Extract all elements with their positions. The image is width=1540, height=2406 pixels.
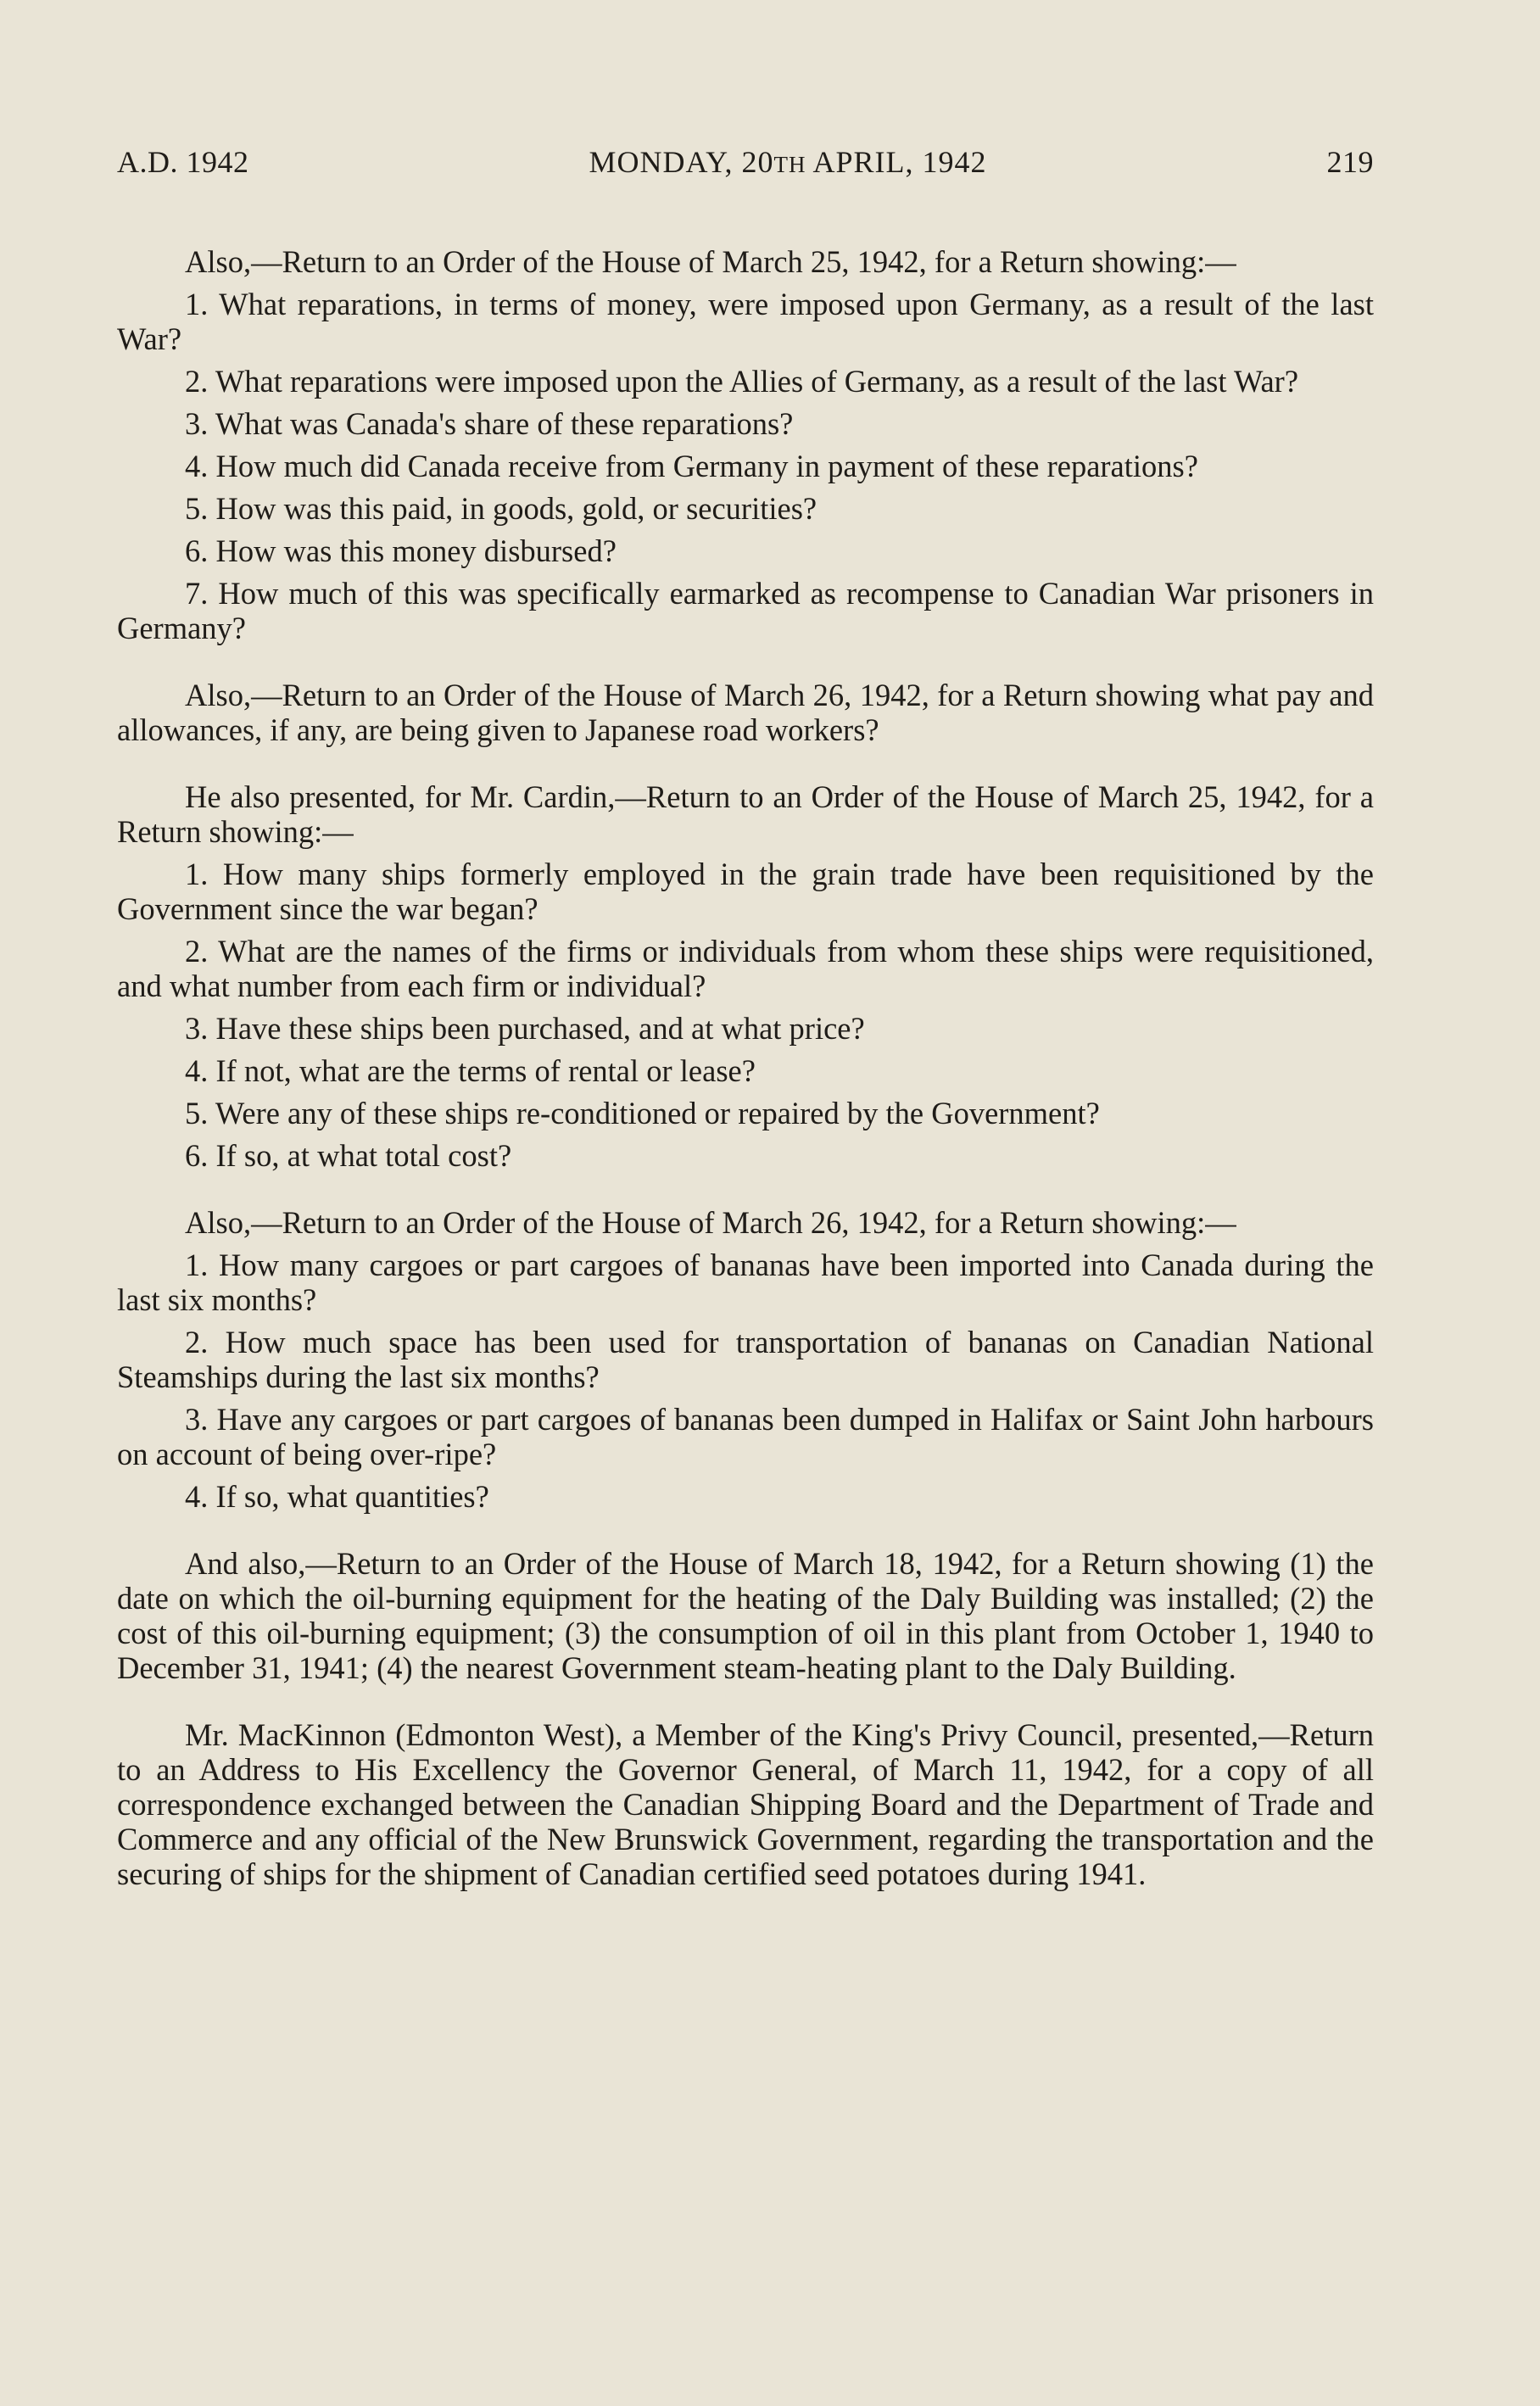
running-header [117, 144, 1374, 180]
list-item: 4. If so, what quantities? [185, 1479, 489, 1514]
return-japanese-workers [117, 678, 1374, 747]
list-item: 1. How many cargoes or part cargoes of bananas have been imported into Canada during the last six months? [117, 1248, 1374, 1317]
list-item: 4. How much did Canada receive from Germany in payment of these reparations? [185, 449, 1198, 483]
paragraph-intro: Also,—Return to an Order of the House of March 26, 1942, for a Return showing what pay and allowances, if any, are being given to Japanese road workers? [117, 678, 1374, 747]
return-seed-potatoes [117, 1717, 1374, 1891]
return-grain-ships [117, 779, 1374, 1173]
header-year: A.D. 1942 [117, 145, 249, 179]
return-daly-building [117, 1546, 1374, 1685]
paragraph-intro: He also presented, for Mr. Cardin,—Return to an Order of the House of March 25, 1942, for a Return showing:— [117, 779, 1374, 849]
list-item: 5. Were any of these ships re-conditioned or repaired by the Government? [185, 1096, 1100, 1130]
list-item: 3. Have any cargoes or part cargoes of bananas been dumped in Halifax or Saint John harbours on account of being over-ripe? [117, 1402, 1374, 1471]
return-bananas [117, 1205, 1374, 1514]
paragraph-intro: Also,—Return to an Order of the House of March 26, 1942, for a Return showing:— [185, 1205, 1236, 1240]
list-item: 6. If so, at what total cost? [185, 1138, 512, 1173]
page [117, 144, 1374, 1893]
page-number: 219 [1326, 145, 1374, 179]
paragraph-intro: And also,—Return to an Order of the House of March 18, 1942, for a Return showing (1) the date on which the oil-burning equipment for the heating of the Daly Building was installed; (2) the cost of this oil-burning equipment; (3) the consumption of oil in this plant from October 1, 1940 to December 31, 1941; (4) the nearest Government steam-heating plant to the Daly Building. [117, 1546, 1374, 1685]
list-item: 1. What reparations, in terms of money, were imposed upon Germany, as a result of the last War? [117, 287, 1374, 356]
paragraph-intro: Mr. MacKinnon (Edmonton West), a Member of the King's Privy Council, presented,—Return to an Address to His Excellency the Governor General, of March 11, 1942, for a copy of all correspondence exchanged between the Canadian Shipping Board and the Department of Trade and Commerce and any official of the New Brunswick Government, regarding the transportation and the securing of ships for the shipment of Canadian certified seed potatoes during 1941. [117, 1717, 1374, 1891]
list-item: 5. How was this paid, in goods, gold, or securities? [185, 491, 817, 526]
list-item: 4. If not, what are the terms of rental or lease? [185, 1053, 756, 1088]
list-item: 3. Have these ships been purchased, and at what price? [185, 1011, 865, 1046]
list-item: 3. What was Canada's share of these reparations? [185, 406, 794, 441]
list-item: 2. How much space has been used for transportation of bananas on Canadian National Steamships during the last six months? [117, 1325, 1374, 1394]
list-item: 2. What reparations were imposed upon the Allies of Germany, as a result of the last War? [185, 364, 1299, 399]
list-item: 1. How many ships formerly employed in the grain trade have been requisitioned by the Government since the war began? [117, 857, 1374, 926]
paragraph-intro: Also,—Return to an Order of the House of March 25, 1942, for a Return showing:— [185, 244, 1236, 279]
return-reparations [117, 244, 1374, 645]
list-item: 7. How much of this was specifically earmarked as recompense to Canadian War prisoners in Germany? [117, 576, 1374, 645]
list-item: 2. What are the names of the firms or individuals from whom these ships were requisitioned, and what number from each firm or individual? [117, 934, 1374, 1003]
header-date: MONDAY, 20TH APRIL, 1942 [589, 145, 987, 179]
list-item: 6. How was this money disbursed? [185, 533, 617, 568]
